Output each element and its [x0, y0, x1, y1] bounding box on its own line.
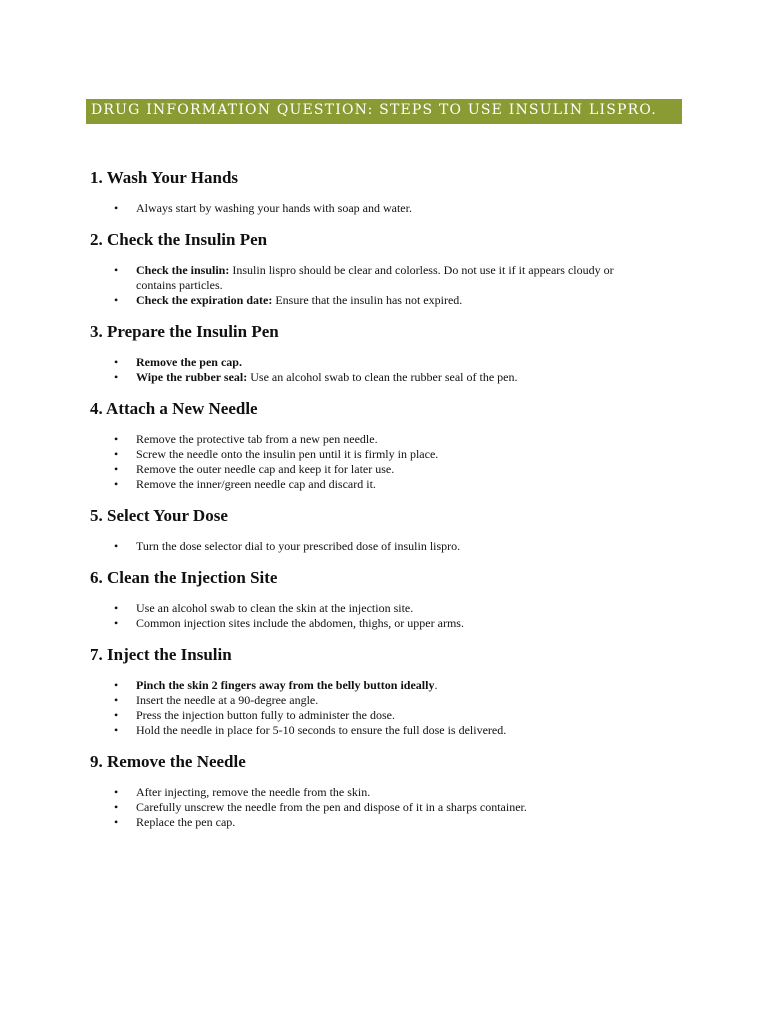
section-heading: 9. Remove the Needle [90, 752, 246, 771]
item-text: Insulin lispro should be clear and colorless. Do not use it if it appears cloudy or contains particles. [136, 263, 614, 292]
section [90, 504, 650, 554]
list-item [90, 432, 650, 447]
item-text: Use an alcohol swab to clean the skin at the injection site. [136, 601, 414, 615]
section-heading: 1. Wash Your Hands [90, 168, 239, 187]
section [90, 643, 650, 738]
section-heading: 6. Clean the Injection Site [90, 568, 278, 587]
item-label: Remove the pen cap. [136, 355, 242, 369]
bullet-list [90, 539, 650, 554]
list-item [90, 477, 650, 492]
section [90, 566, 650, 631]
section [90, 166, 650, 216]
list-item [90, 678, 650, 693]
section [90, 228, 650, 308]
item-text: Use an alcohol swab to clean the rubber seal of the pen. [247, 370, 518, 384]
section [90, 320, 650, 385]
list-item [90, 539, 650, 554]
document-body [90, 166, 650, 830]
item-label: Pinch the skin 2 fingers away from the belly button ideally [136, 678, 435, 692]
list-item [90, 708, 650, 723]
list-item [90, 785, 650, 800]
title-banner [86, 99, 682, 124]
list-item [90, 355, 650, 370]
list-item [90, 723, 650, 738]
list-item [90, 447, 650, 462]
item-text: Hold the needle in place for 5-10 seconds to ensure the full dose is delivered. [136, 723, 507, 737]
document-title: DRUG INFORMATION QUESTION: STEPS TO USE INSULIN LISPRO. [91, 102, 657, 118]
section-heading: 3. Prepare the Insulin Pen [90, 322, 279, 341]
list-item [90, 263, 650, 293]
item-text: Replace the pen cap. [136, 815, 236, 829]
list-item [90, 693, 650, 708]
item-text: Common injection sites include the abdomen, thighs, or upper arms. [136, 616, 464, 630]
list-item [90, 601, 650, 616]
item-text: Remove the outer needle cap and keep it for later use. [136, 462, 395, 476]
list-item [90, 815, 650, 830]
item-text: Turn the dose selector dial to your prescribed dose of insulin lispro. [136, 539, 461, 553]
list-item [90, 616, 650, 631]
item-text: Screw the needle onto the insulin pen until it is firmly in place. [136, 447, 439, 461]
list-item [90, 201, 650, 216]
item-text: Carefully unscrew the needle from the pen and dispose of it in a sharps container. [136, 800, 527, 814]
item-text: Remove the inner/green needle cap and discard it. [136, 477, 376, 491]
bullet-list [90, 263, 650, 308]
list-item [90, 370, 650, 385]
item-text: Always start by washing your hands with soap and water. [136, 201, 412, 215]
item-text: . [434, 678, 438, 692]
item-label: Check the insulin: [136, 263, 230, 277]
section [90, 397, 650, 492]
section-heading: 4. Attach a New Needle [90, 399, 258, 418]
bullet-list [90, 601, 650, 631]
item-text: Insert the needle at a 90-degree angle. [136, 693, 319, 707]
item-label: Check the expiration date: [136, 293, 273, 307]
item-text: After injecting, remove the needle from the skin. [136, 785, 371, 799]
list-item [90, 800, 650, 815]
list-item [90, 293, 650, 308]
bullet-list [90, 355, 650, 385]
list-item [90, 462, 650, 477]
section-heading: 7. Inject the Insulin [90, 645, 232, 664]
section-heading: 2. Check the Insulin Pen [90, 230, 268, 249]
section [90, 750, 650, 830]
bullet-list [90, 432, 650, 492]
section-heading: 5. Select Your Dose [90, 506, 228, 525]
item-text: Ensure that the insulin has not expired. [272, 293, 463, 307]
item-text: Press the injection button fully to administer the dose. [136, 708, 395, 722]
bullet-list [90, 678, 650, 738]
item-text: Remove the protective tab from a new pen needle. [136, 432, 378, 446]
bullet-list [90, 785, 650, 830]
item-label: Wipe the rubber seal: [136, 370, 248, 384]
bullet-list [90, 201, 650, 216]
